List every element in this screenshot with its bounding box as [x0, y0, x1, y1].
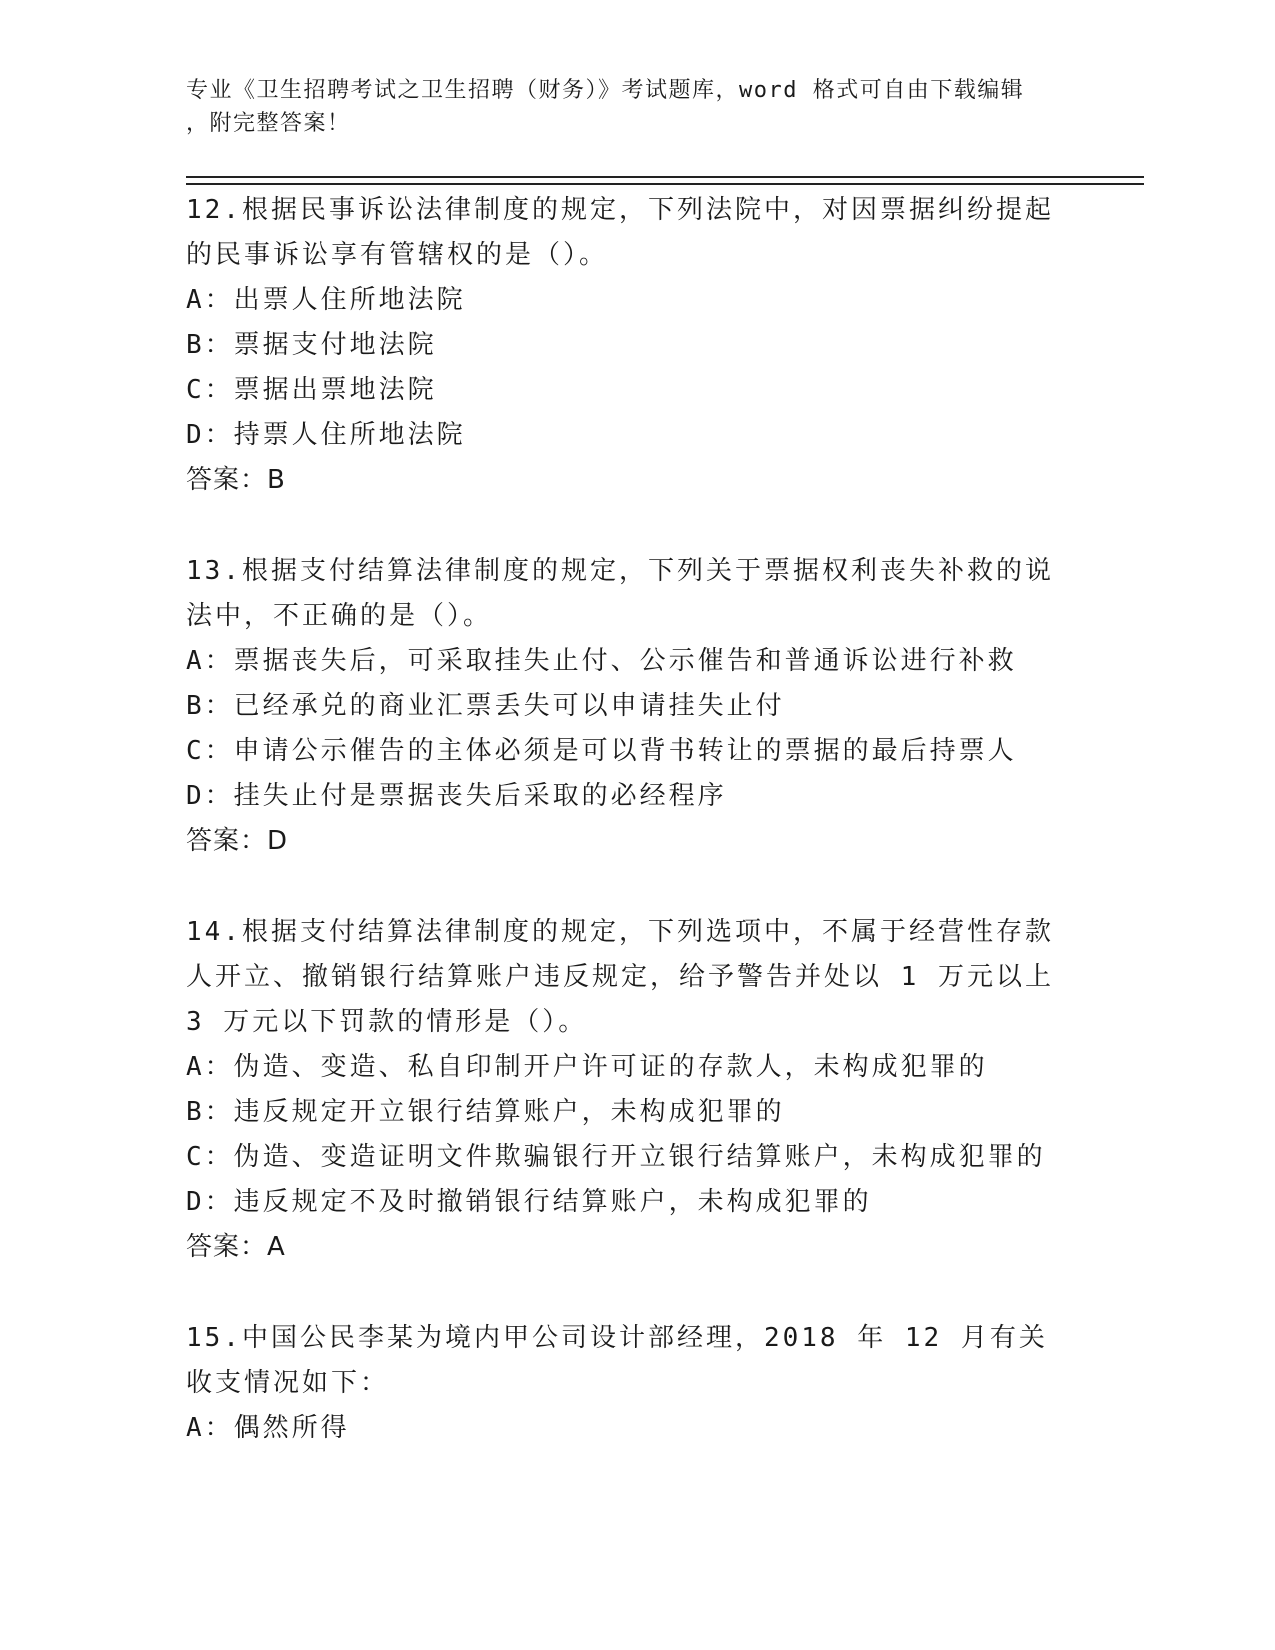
header-line-2: ，附完整答案！	[186, 111, 351, 136]
answer-line: 答案：A	[186, 1232, 286, 1262]
option-b: B：票据支付地法院	[186, 330, 437, 360]
option-c: C：申请公示催告的主体必须是可以背书转让的票据的最后持票人	[186, 736, 1017, 766]
question-list	[186, 188, 1066, 1497]
option-c: C：票据出票地法院	[186, 375, 437, 405]
option-c: C：伪造、变造证明文件欺骗银行开立银行结算账户，未构成犯罪的	[186, 1142, 1046, 1172]
option-b: B：已经承兑的商业汇票丢失可以申请挂失止付	[186, 691, 785, 721]
question-15	[186, 1316, 1066, 1451]
option-d: D：违反规定不及时撤销银行结算账户，未构成犯罪的	[186, 1187, 872, 1217]
option-d: D：持票人住所地法院	[186, 420, 466, 450]
question-text: 14.根据支付结算法律制度的规定，下列选项中，不属于经营性存款人开立、撤销银行结算账户违反规定，给予警告并处以 1 万元以上 3 万元以下罚款的情形是（）。	[186, 917, 1054, 1037]
question-14	[186, 910, 1066, 1270]
option-a: A：票据丧失后，可采取挂失止付、公示催告和普通诉讼进行补救	[186, 646, 1017, 676]
option-a: A：出票人住所地法院	[186, 285, 466, 315]
question-text: 15.中国公民李某为境内甲公司设计部经理，2018 年 12 月有关收支情况如下：	[186, 1323, 1048, 1398]
option-b: B：违反规定开立银行结算账户，未构成犯罪的	[186, 1097, 785, 1127]
answer-line: 答案：B	[186, 465, 286, 495]
option-d: D：挂失止付是票据丧失后采取的必经程序	[186, 781, 727, 811]
header-line-1: 专业《卫生招聘考试之卫生招聘（财务）》考试题库，word 格式可自由下载编辑	[186, 78, 1025, 103]
answer-line: 答案：D	[186, 826, 289, 856]
option-a: A：伪造、变造、私自印制开户许可证的存款人，未构成犯罪的	[186, 1052, 988, 1082]
header-divider-bottom	[186, 183, 1144, 185]
option-a: A：偶然所得	[186, 1413, 350, 1443]
question-text: 13.根据支付结算法律制度的规定，下列关于票据权利丧失补救的说法中，不正确的是（）。	[186, 556, 1054, 631]
question-text: 12.根据民事诉讼法律制度的规定，下列法院中，对因票据纠纷提起的民事诉讼享有管辖权的是（）。	[186, 195, 1054, 270]
document-header	[186, 74, 1066, 140]
question-12	[186, 188, 1066, 503]
question-13	[186, 549, 1066, 864]
header-divider-top	[186, 176, 1144, 178]
